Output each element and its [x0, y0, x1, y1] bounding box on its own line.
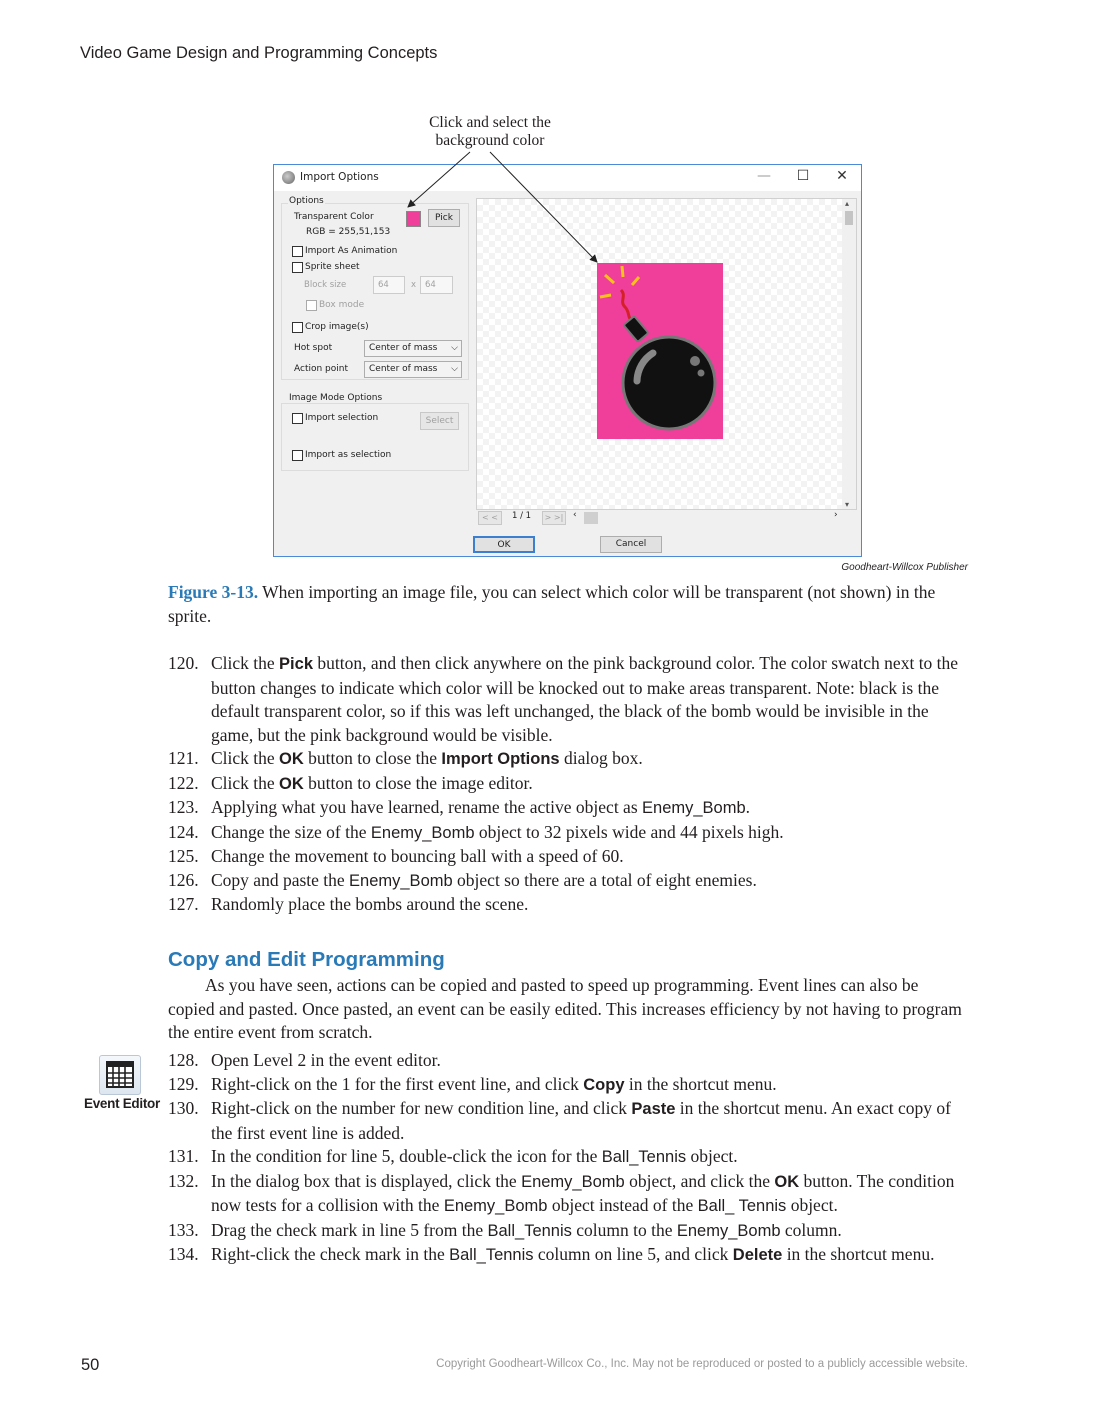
figure-caption — [168, 581, 968, 628]
step-123 — [168, 796, 973, 821]
step-text: dialog box. — [559, 748, 643, 768]
minimize-icon[interactable]: — — [757, 168, 771, 184]
action-point-value: Center of mass — [369, 364, 438, 374]
step-number: 127. — [168, 894, 199, 914]
figure-label: Figure 3-13. — [168, 582, 259, 602]
options-group-label: Options — [289, 196, 324, 206]
box-mode-checkbox[interactable] — [306, 300, 317, 311]
step-text: In the condition for line 5, double-click the icon for the — [211, 1146, 602, 1166]
step-125 — [168, 845, 973, 869]
step-text: object instead of the — [547, 1195, 698, 1215]
ui-term: Copy — [583, 1075, 625, 1094]
step-text: Right-click the check mark in the — [211, 1244, 450, 1264]
copyright-notice: Copyright Goodheart-Willcox Co., Inc. May not be reproduced or posted to a publicly accessible website. — [436, 1358, 968, 1370]
sprite-sheet-label: Sprite sheet — [305, 262, 360, 272]
section-heading: Copy and Edit Programming — [168, 948, 445, 971]
scroll-up-icon[interactable]: ▴ — [845, 199, 850, 208]
step-text: Drag the check mark in line 5 from the — [211, 1219, 488, 1240]
block-width-input[interactable]: 64 — [373, 276, 405, 294]
step-number: 126. — [168, 869, 199, 890]
step-132 — [168, 1170, 973, 1219]
maximize-icon[interactable]: ☐ — [796, 168, 810, 184]
event-editor-icon — [99, 1055, 141, 1095]
event-editor-label: Event Editor — [84, 1096, 160, 1111]
import-selection-checkbox[interactable] — [292, 413, 303, 424]
object-name: Ball_Tennis — [487, 1221, 572, 1240]
step-text: Applying what you have learned, rename the active object as — [211, 797, 643, 817]
block-size-label: Block size — [304, 280, 347, 290]
steps-list-a — [168, 652, 973, 917]
step-number: 120. — [168, 653, 199, 673]
ui-term: OK — [774, 1172, 800, 1191]
step-text: object. — [786, 1195, 838, 1215]
import-as-selection-label: Import as selection — [305, 450, 392, 460]
dialog-title: Import Options — [300, 171, 379, 183]
step-120 — [168, 652, 973, 747]
last-frame-button[interactable]: > >| — [542, 511, 566, 525]
step-text: button to close the — [303, 748, 442, 768]
step-text: Click the — [211, 653, 280, 673]
object-name: Ball_Tennis — [449, 1246, 534, 1264]
step-text: in the shortcut menu. An exact copy of the first event line is added. — [211, 1098, 951, 1143]
action-point-label: Action point — [294, 364, 348, 374]
rgb-value: RGB = 255,51,153 — [306, 227, 391, 237]
step-122 — [168, 772, 973, 797]
object-name: Enemy_Bomb — [443, 1197, 548, 1215]
pick-button[interactable]: Pick — [428, 209, 460, 227]
page-indicator: 1 / 1 — [512, 511, 532, 521]
figure-credit: Goodheart-Willcox Publisher — [841, 562, 968, 573]
step-number: 125. — [168, 846, 199, 866]
step-129 — [168, 1073, 973, 1098]
step-text: Open Level 2 in the event editor. — [211, 1050, 441, 1070]
import-selection-label: Import selection — [305, 413, 379, 423]
step-number: 132. — [168, 1170, 199, 1191]
block-x-label: x — [411, 280, 417, 290]
step-131 — [168, 1145, 973, 1170]
crop-images-label: Crop image(s) — [305, 322, 369, 332]
step-text: Randomly place the bombs around the scene. — [211, 894, 529, 914]
step-text: column to the — [571, 1219, 677, 1240]
arrow-to-swatch — [408, 152, 470, 207]
close-icon[interactable]: ✕ — [836, 168, 848, 184]
step-text: Click the — [211, 772, 280, 793]
step-126 — [168, 869, 973, 894]
step-text: button, and then click anywhere on the pink background color. The color swatch next to the button changes to indicate which color will be knocked out to make areas transparent. Note: black is the default transparent color, so if this was left unchanged, the black of the bomb would be invisible in the game, but the pink background would be visible. — [211, 653, 959, 745]
step-text: Copy and paste the — [211, 869, 350, 890]
import-as-selection-checkbox[interactable] — [292, 450, 303, 461]
steps-list-b — [168, 1049, 973, 1268]
step-number: 131. — [168, 1146, 199, 1166]
ui-term: OK — [279, 774, 304, 793]
object-name: Ball_ Tennis — [697, 1197, 787, 1215]
step-text: . — [745, 797, 751, 817]
ui-term: Paste — [631, 1100, 676, 1118]
step-number: 121. — [168, 748, 199, 768]
grid-icon — [100, 1056, 140, 1094]
crop-images-checkbox[interactable] — [292, 322, 303, 333]
step-121 — [168, 747, 973, 772]
step-number: 129. — [168, 1073, 199, 1094]
block-height-input[interactable]: 64 — [420, 276, 453, 294]
transparent-color-label: Transparent Color — [294, 212, 374, 222]
action-point-select[interactable] — [364, 361, 462, 378]
hot-spot-select[interactable] — [364, 340, 462, 357]
step-number: 134. — [168, 1244, 199, 1264]
ui-term: Pick — [279, 655, 313, 673]
callout-line-2: background color — [435, 132, 545, 149]
scroll-down-icon[interactable]: ▾ — [845, 500, 850, 509]
step-128 — [168, 1049, 973, 1073]
cancel-button[interactable]: Cancel — [600, 536, 662, 553]
step-number: 128. — [168, 1050, 199, 1070]
step-number: 122. — [168, 772, 199, 793]
hot-spot-label: Hot spot — [294, 343, 333, 353]
step-text: object, and click the — [624, 1170, 775, 1191]
object-name: Enemy_Bomb — [642, 799, 746, 817]
step-124 — [168, 821, 973, 846]
step-number: 133. — [168, 1219, 199, 1240]
chevron-down-icon: ⌵ — [451, 364, 458, 374]
scroll-left-icon[interactable]: ‹ — [573, 510, 577, 520]
step-134 — [168, 1243, 973, 1268]
step-127 — [168, 893, 973, 917]
step-130 — [168, 1097, 973, 1145]
object-name: Enemy_Bomb — [370, 823, 475, 842]
ui-term: Delete — [732, 1246, 783, 1264]
step-text: object so there are a total of eight enemies. — [452, 869, 757, 890]
step-text: In the dialog box that is displayed, click the — [211, 1170, 522, 1191]
step-text: column on line 5, and click — [533, 1244, 733, 1264]
step-text: in the shortcut menu. — [782, 1244, 935, 1264]
arrow-to-background — [490, 152, 597, 262]
step-133 — [168, 1219, 973, 1244]
step-text: column. — [780, 1219, 842, 1240]
object-name: Enemy_Bomb — [521, 1172, 625, 1191]
box-mode-label: Box mode — [319, 300, 365, 310]
select-button[interactable]: Select — [420, 412, 459, 430]
horizontal-scroll-thumb[interactable] — [584, 512, 598, 524]
step-text: object to 32 pixels wide and 44 pixels high. — [474, 821, 784, 842]
step-number: 130. — [168, 1098, 199, 1118]
import-as-animation-label: Import As Animation — [305, 246, 398, 256]
caption-text: When importing an image file, you can select which color will be transparent (not shown) in the sprite. — [168, 582, 936, 626]
image-mode-group-label: Image Mode Options — [289, 393, 383, 403]
step-text: button to close the image editor. — [303, 772, 533, 793]
hot-spot-value: Center of mass — [369, 343, 438, 353]
ui-term: OK — [279, 750, 304, 768]
object-name: Enemy_Bomb — [349, 871, 453, 890]
object-name: Enemy_Bomb — [676, 1221, 781, 1240]
step-text: in the shortcut menu. — [624, 1073, 777, 1094]
step-text: object. — [686, 1146, 738, 1166]
callout-line-1: Click and select the — [429, 114, 551, 131]
step-number: 123. — [168, 797, 199, 817]
first-frame-button[interactable]: < < — [478, 511, 502, 525]
step-number: 124. — [168, 821, 199, 842]
section-paragraph: As you have seen, actions can be copied and pasted to speed up programming. Event lines can also be copied and pasted. Once pasted, an event can be easily edited. This increases efficiency by not having to program the entire event from scratch. — [168, 975, 962, 1042]
running-head: Video Game Design and Programming Concepts — [80, 44, 438, 62]
step-text: Right-click on the 1 for the first event line, and click — [211, 1073, 584, 1094]
step-text: Change the movement to bouncing ball with a speed of 60. — [211, 846, 624, 866]
ok-button[interactable]: OK — [473, 536, 535, 553]
step-text: Click the — [211, 748, 280, 768]
page-number: 50 — [81, 1356, 100, 1374]
ui-term: Import Options — [441, 750, 560, 768]
chevron-down-icon: ⌵ — [451, 343, 458, 353]
step-text: Change the size of the — [211, 821, 371, 842]
scroll-right-icon[interactable]: › — [834, 510, 838, 520]
callout-arrows — [0, 0, 1104, 300]
step-text: Right-click on the number for new condition line, and click — [211, 1098, 632, 1118]
object-name: Ball_Tennis — [601, 1148, 687, 1166]
step-text: button. The condition now tests for a collision with the — [211, 1170, 955, 1215]
